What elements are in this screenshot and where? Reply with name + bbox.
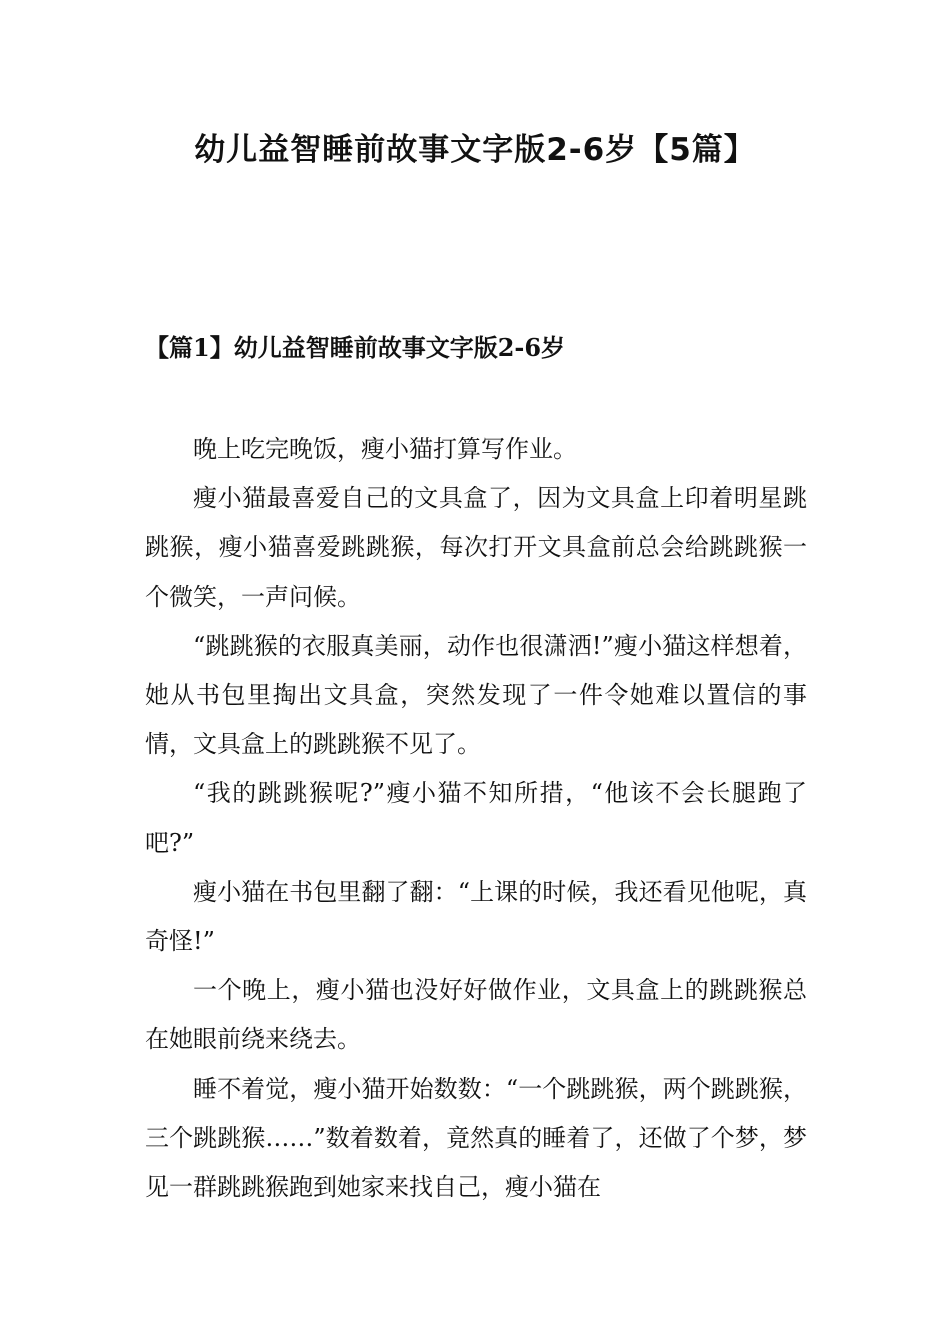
story-body xyxy=(145,425,807,1212)
paragraph: 一个晚上，瘦小猫也没好好做作业，文具盒上的跳跳猴总在她眼前绕来绕去。 xyxy=(145,976,807,1054)
paragraph: “跳跳猴的衣服真美丽，动作也很潇洒!”瘦小猫这样想着，她从书包里掏出文具盒，突然发现了一件令她难以置信的事情，文具盒上的跳跳猴不见了。 xyxy=(145,631,807,759)
paragraph: 睡不着觉，瘦小猫开始数数：“一个跳跳猴，两个跳跳猴，三个跳跳猴……”数着数着，竟然真的睡着了，还做了个梦，梦见一群跳跳猴跑到她家来找自己，瘦小猫在 xyxy=(145,1074,807,1202)
paragraph: 晚上吃完晚饭，瘦小猫打算写作业。 xyxy=(193,435,577,463)
document-title: 幼儿益智睡前故事文字版2-6岁【5篇】 xyxy=(194,132,756,168)
paragraph: 瘦小猫在书包里翻了翻：“上课的时候，我还看见他呢，真奇怪!” xyxy=(145,877,807,956)
section-heading: 【篇1】幼儿益智睡前故事文字版2-6岁 xyxy=(145,333,566,362)
paragraph: 瘦小猫最喜爱自己的文具盒了，因为文具盒上印着明星跳跳猴，瘦小猫喜爱跳跳猴，每次打开文具盒前总会给跳跳猴一个微笑，一声问候。 xyxy=(145,484,807,611)
paragraph: “我的跳跳猴呢?”瘦小猫不知所措，“他该不会长腿跑了吧?” xyxy=(145,779,807,857)
